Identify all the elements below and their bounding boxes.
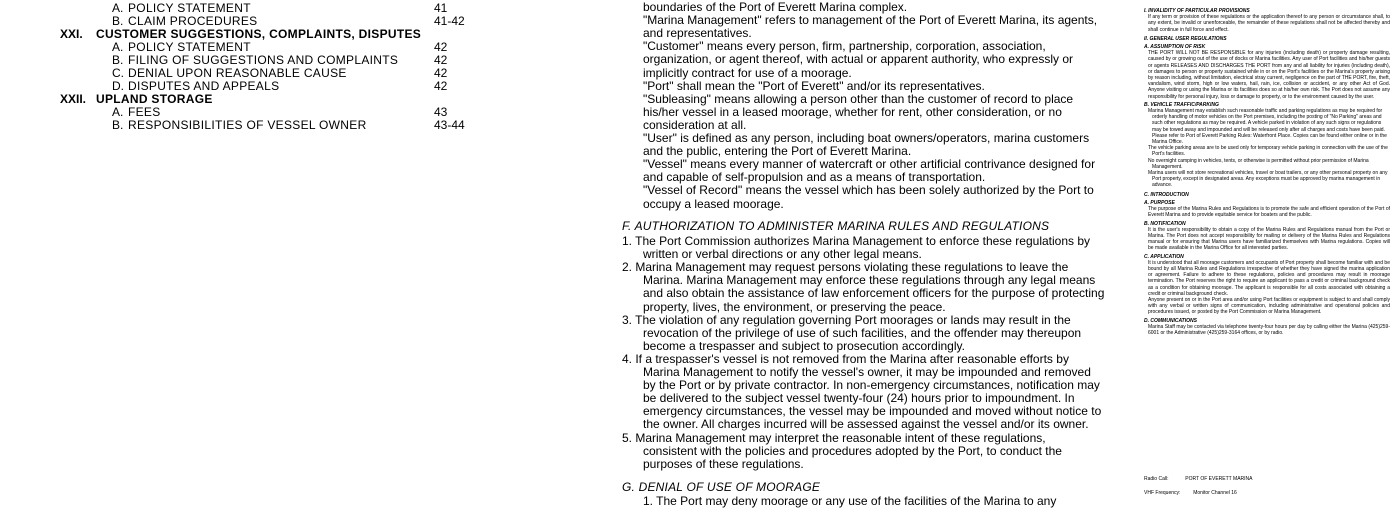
toc-entry-title: FILING OF SUGGESTIONS AND COMPLAINTS (128, 53, 399, 67)
rules-subheading: I. INVALIDITY OF PARTICULAR PROVISIONS (1144, 8, 1250, 14)
definition-line: boundaries of the Port of Everett Marina complex. (643, 0, 908, 14)
toc-entry-title: UPLAND STORAGE (96, 92, 213, 106)
authorization-line: revocation of the privilege of use of such facilities, and the offender may thereupon (643, 325, 1082, 340)
toc-entry-letter: B. (112, 118, 124, 132)
toc-entry-title: RESPONSIBILITIES OF VESSEL OWNER (128, 118, 367, 132)
authorization-line: the owner. All charges incurred will be assessed against the vessel and/or its owner. (643, 417, 1089, 432)
definition-line: "Vessel of Record" means the vessel which has been solely authorized by the Port to (643, 183, 1094, 198)
toc-entry-row (0, 105, 470, 119)
toc-entry-letter: D. (112, 79, 124, 93)
toc-entry-title: FEES (128, 105, 161, 119)
toc-entry-letter: C. (112, 66, 124, 80)
toc-page-number: 43 (434, 105, 448, 119)
toc-section-row (0, 27, 470, 41)
rules-subheading: B. NOTIFICATION (1144, 220, 1186, 227)
toc-entry-row (0, 66, 470, 80)
toc-section-row (0, 92, 470, 106)
toc-entry-letter: B. (112, 14, 124, 28)
authorization-line: 4. If a trespasser's vessel is not removed from the Marina after reasonable efforts by (622, 351, 1069, 366)
radio-call-label: Radio Call: (1144, 476, 1169, 482)
authorization-line: purposes of these regulations. (643, 456, 804, 471)
definition-line: and representatives. (643, 26, 752, 41)
authorization-line: and also obtain the assistance of law enforcement officers for the purpose of protecting (643, 286, 1105, 301)
rules-paragraph: The vehicle parking areas are to be used only for temporary vehicle parking in connection with the use of the Port's facilities. (1148, 145, 1388, 158)
definition-line: and the public, entering the Port of Everett Marina. (643, 144, 912, 159)
section-g-first-line: 1. The Port may deny moorage or any use of the facilities of the Marina to any (643, 494, 1057, 508)
toc-page-number: 42 (434, 79, 448, 93)
toc-entry-title: CLAIM PROCEDURES (128, 14, 258, 28)
authorization-line: by the Port or by private contractor. In non-emergency circumstances, notification may (643, 378, 1100, 393)
section-f-heading: F. AUTHORIZATION TO ADMINISTER MARINA RULES AND REGULATIONS (622, 219, 1050, 233)
toc-entry-title: DISPUTES AND APPEALS (128, 79, 280, 93)
radio-call-value: PORT OF EVERETT MARINA (1185, 476, 1253, 482)
definition-line: implicitly contract for use of a moorage. (643, 65, 852, 80)
definition-line: "Customer" means every person, firm, partnership, corporation, association, (643, 39, 1046, 54)
toc-page-number: 42 (434, 66, 448, 80)
toc-section-number: XXI. (60, 27, 83, 41)
rules-heading: II. GENERAL USER REGULATIONS (1144, 35, 1227, 42)
toc-page-number: 42 (434, 40, 448, 54)
authorization-line: written or verbal directions or any other legal means. (643, 247, 922, 262)
table-of-contents (0, 0, 480, 500)
definition-line: "Marina Management" refers to management of the Port of Everett Marina, its agents, (643, 13, 1098, 28)
toc-page-number: 41 (434, 1, 448, 15)
toc-page-number: 41-42 (434, 14, 465, 28)
toc-entry-title: CUSTOMER SUGGESTIONS, COMPLAINTS, DISPUTES (96, 27, 422, 41)
definition-line: "User" is defined as any person, including boat owners/operators, marina customers (643, 131, 1090, 145)
authorization-line: property, lives, the environment, or preserving the peace. (643, 299, 946, 314)
authorization-line: emergency circumstances, the vessel may be impounded and moved without notice to (643, 404, 1102, 419)
vhf-value: Monitor Channel 16 (1193, 490, 1237, 496)
rules-subheading: B. VEHICLE TRAFFIC/PARKING (1144, 101, 1219, 108)
authorization-line: Marina. Marina Management may enforce these regulations through any legal means (643, 273, 1096, 288)
vhf-label: VHF Frequency: (1144, 490, 1181, 496)
authorization-line: consistent with the policies and procedures adopted by the Port, to conduct the (643, 443, 1062, 458)
definition-line: his/her vessel in a leased moorage, whether for rent, other consideration, or no (643, 104, 1062, 119)
toc-entry-row (0, 40, 470, 54)
vhf-line (1144, 490, 1237, 496)
toc-entry-title: POLICY STATEMENT (128, 40, 251, 54)
authorization-line: 3. The violation of any regulation governing Port moorages or lands may result in the (622, 312, 1071, 327)
toc-entry-letter: A. (112, 105, 124, 119)
rules-paragraph: THE PORT WILL NOT BE RESPONSIBLE for any injuries (including death) or property damage resulting, caused by or growing out of the use of docks or Marina facilities. Any user of Port facilities and his/her guests or agents RELEASES AND DISCHARGES THE PORT from any and all liability for injuries (including death), or damages to person or property sustained while in or on the Port's facilities or the Marina's property arising by reason including, without limitation, electrical stray current, negligence on the part of THE PORT, fire, theft, vandalism, wind storm, high or low waters, hail, rain, ice, collision or accident, or any other Act of God. Anyone visiting or using the Marina or its facilities does so at his/her own risk. The Port does not assume any responsibility for personal injury, loss or damage to property, or to the environment caused by the user. (1148, 50, 1390, 100)
definition-line: "Vessel" means every manner of watercraft or other artificial contrivance designed for (643, 157, 1096, 172)
section-g-heading: G. DENIAL OF USE OF MOORAGE (622, 480, 821, 494)
authorization-line: Marina Management to notify the vessel's owner, it may be impounded and removed (643, 365, 1091, 379)
rules-paragraph: It is the user's responsibility to obtain a copy of the Marina Rules and Regulations manual from the Port or Marina. The Port does not accept responsibility for mailing or delivery of the Marina Rules and Regulations manual or for ensuring that Marina users have familiarized themselves with Marina regulations. Copies will be made available in the Marina Office for all interested parties. (1148, 226, 1390, 252)
toc-entry-letter: A. (112, 1, 124, 15)
rules-subheading: C. APPLICATION (1144, 253, 1184, 260)
toc-entry-row (0, 53, 470, 67)
rules-paragraph: Anyone present on or in the Port area and/or using Port facilities or equipment is subject to and shall comply with any verbal or written signs of communication, including administrative and operational policies and procedures issued, or posted by the Port Commission or Marina Management. (1148, 296, 1390, 316)
toc-entry-title: POLICY STATEMENT (128, 1, 251, 15)
definition-line: organization, or agent thereof, with actual or apparent authority, who expressly or (643, 52, 1074, 67)
rules-subheading: A. PURPOSE (1144, 199, 1175, 206)
authorization-line: 2. Marina Management may request persons violating these regulations to leave the (622, 260, 1069, 275)
toc-entry-letter: A. (112, 40, 124, 54)
radio-call-line (1144, 476, 1252, 482)
authorization-line: 5. Marina Management may interpret the reasonable intent of these regulations, (622, 430, 1046, 445)
authorization-line: 1. The Port Commission authorizes Marina Management to enforce these regulations by (622, 234, 1091, 248)
rules-paragraph: If any term or provision of these regulations or the application thereof to any person or circumstance shall, to any extent, be invalid or unenforceable, the remainder of these regulations shall not be affected thereby and shall continue in full force and effect. (1148, 14, 1390, 33)
toc-entry-row (0, 14, 470, 28)
rules-content (1144, 6, 1390, 336)
definition-line: "Subleasing" means allowing a person other than the customer of record to place (643, 91, 1074, 106)
rules-paragraph: Marina users will not store recreational vehicles, travel or boat trailers, or any other personal property on any Port property, except in designated areas. Any exceptions must be approved by marina management in advance. (1148, 170, 1388, 189)
toc-entry-title: DENIAL UPON REASONABLE CAUSE (128, 66, 347, 80)
definition-line: "Port" shall mean the "Port of Everett" and/or its representatives. (643, 78, 985, 93)
rules-heading: C. INTRODUCTION (1144, 191, 1189, 198)
authorization-line: be delivered to the subject vessel twenty-four (24) hours prior to impoundment. In (643, 391, 1075, 406)
authorization-line: become a trespasser and subject to prosecution accordingly. (643, 338, 965, 353)
rules-subheading: A. ASSUMPTION OF RISK (1144, 44, 1206, 51)
rules-subheading: D. COMMUNICATIONS (1144, 317, 1197, 324)
toc-page-number: 42 (434, 53, 448, 67)
rules-paragraph: Marina Management may establish such reasonable traffic and parking regulations as may be required for orderly handling of motor vehicles on the Port premises, including the posting of "No Parking" areas and such other regulations as may be required. A vehicle parked in violation of any such signs or regulations may be towed away and impounded and will be released only after all charges and costs have been paid. Please refer to Port of Everett Parking Rules: Waterfront Place. Copies can be found either online or in the Marina Office. (1148, 108, 1387, 146)
definition-line: and capable of self-propulsion and as a means of transportation. (643, 170, 986, 185)
definition-line: occupy a leased moorage. (643, 196, 784, 211)
toc-entry-row (0, 118, 470, 132)
toc-page-number: 43-44 (434, 118, 465, 132)
rules-paragraph: Marina Staff may be contacted via telephone twenty-four hours per day by calling either the Marina (425)259-6001 or the Administrative (425)259-3164 offices, or by radio. (1148, 323, 1390, 336)
definitions-and-authorization (622, 0, 1105, 508)
definition-line: consideration at all. (643, 117, 747, 132)
marina-rules-page (1118, 0, 1398, 500)
toc-entry-letter: B. (112, 53, 124, 67)
toc-entry-row (0, 1, 470, 15)
rules-paragraph: No overnight camping in vehicles, tents, or otherwise is permitted without prior permission of Marina Management. (1148, 157, 1369, 170)
rules-paragraph: It is understood that all moorage customers and occupants of Port property shall become familiar with and be bound by all Marina Rules and Regulations irrespective of whether they have signed the marina application or agreement. Failure to adhere to these regulations, policies and procedures may result in moorage termination. The Port reserves the right to require an applicant to pass a credit or criminal background check as a condition for obtaining moorage. The applicant is responsible for all costs associated with obtaining a credit or criminal background check. (1148, 259, 1390, 297)
toc-section-number: XXII. (60, 92, 87, 106)
toc-entry-row (0, 79, 470, 93)
rules-paragraph: The purpose of the Marina Rules and Regulations is to promote the safe and efficient operation of the Port of Everett Marina and to provide equitable service for boaters and the public. (1148, 206, 1390, 219)
